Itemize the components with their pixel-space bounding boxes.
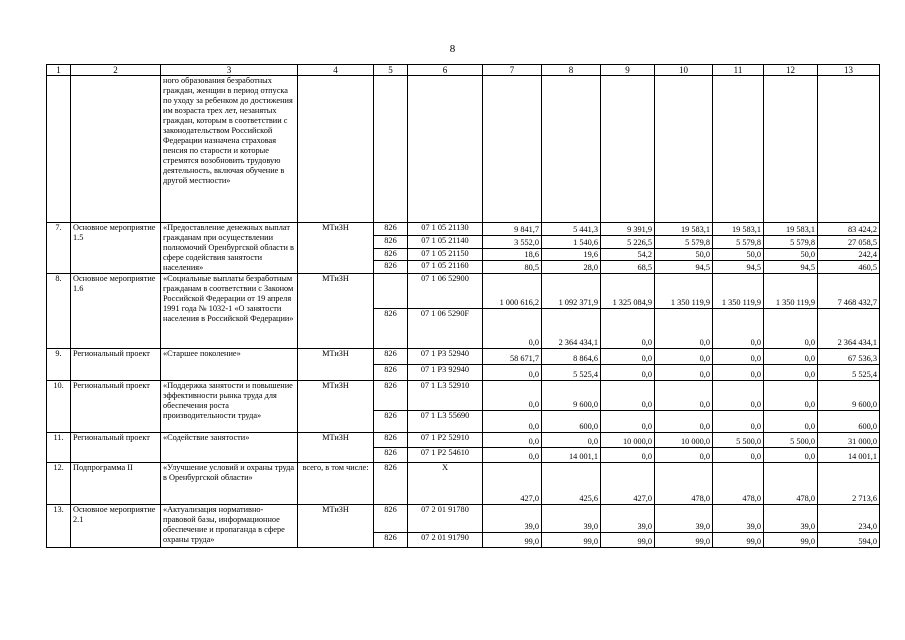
table-row <box>47 505 880 533</box>
year-value: 39,0 <box>655 505 713 533</box>
year-value: 0,0 <box>713 309 764 349</box>
empty-cell <box>764 76 818 223</box>
year-value: 10 000,0 <box>655 433 713 448</box>
budget-code: 07 1 05 21130 <box>408 223 483 236</box>
budget-code: 07 1 P2 54610 <box>408 448 483 463</box>
column-number-1: 1 <box>47 65 71 76</box>
measure-kind: Основное мероприятие 2.1 <box>71 505 161 548</box>
year-value: 0,0 <box>713 365 764 381</box>
total-value: 2 713,6 <box>818 463 880 505</box>
year-value: 427,0 <box>601 463 655 505</box>
budget-code: 07 1 P3 92940 <box>408 365 483 381</box>
year-value: 0,0 <box>483 309 542 349</box>
column-number-7: 7 <box>483 65 542 76</box>
grbs-code: 826 <box>374 223 408 236</box>
column-number-9: 9 <box>601 65 655 76</box>
row-number: 9. <box>47 349 71 381</box>
measure-name: «Предоставление денежных выплат гражданам при осуществлении полномочий Оренбургской области в сфере содействия занятости населения» <box>161 223 298 274</box>
year-value: 94,5 <box>764 261 818 274</box>
row-number: 7. <box>47 223 71 274</box>
total-value: 7 468 432,7 <box>818 274 880 309</box>
total-value: 83 424,2 <box>818 223 880 236</box>
budget-code: 07 1 L3 55690 <box>408 411 483 433</box>
year-value: 425,6 <box>542 463 601 505</box>
row-number: 13. <box>47 505 71 548</box>
grbs-code: 826 <box>374 433 408 448</box>
column-number-12: 12 <box>764 65 818 76</box>
year-value: 80,5 <box>483 261 542 274</box>
budget-code: 07 2 01 91790 <box>408 533 483 548</box>
year-value: 0,0 <box>601 411 655 433</box>
year-value: 0,0 <box>764 309 818 349</box>
year-value: 14 001,1 <box>542 448 601 463</box>
executor: МТиЗН <box>298 505 374 548</box>
page-number: 8 <box>449 43 456 55</box>
year-value: 1 350 119,9 <box>713 274 764 309</box>
grbs-code: 826 <box>374 261 408 274</box>
grbs-code: 826 <box>374 463 408 505</box>
measure-name: «Улучшение условий и охраны труда в Оренбургской области» <box>161 463 298 505</box>
row-number: 12. <box>47 463 71 505</box>
total-value: 460,5 <box>818 261 880 274</box>
total-value: 242,4 <box>818 248 880 261</box>
year-value: 2 364 434,1 <box>542 309 601 349</box>
total-value: 2 364 434,1 <box>818 309 880 349</box>
continuation-text: ного образования безработных граждан, женщин в период отпуска по уходу за ребенком до достижения им возраста трех лет, незанятых граждан, которым в соответствии с законодательством Российской Федерации назначена страховая пенсия по старости и которые стремятся возобновить трудовую деятельность, включая обучение в другой местности» <box>161 76 298 223</box>
empty-cell <box>408 76 483 223</box>
grbs-code: 826 <box>374 533 408 548</box>
total-value: 9 600,0 <box>818 381 880 411</box>
year-value: 0,0 <box>542 433 601 448</box>
grbs-code: 826 <box>374 309 408 349</box>
budget-code: 07 1 06 5290F <box>408 309 483 349</box>
year-value: 5 500,0 <box>764 433 818 448</box>
row-number: 8. <box>47 274 71 349</box>
header-row <box>47 65 880 76</box>
year-value: 39,0 <box>601 505 655 533</box>
year-value: 0,0 <box>764 448 818 463</box>
year-value: 19 583,1 <box>764 223 818 236</box>
column-number-11: 11 <box>713 65 764 76</box>
column-number-10: 10 <box>655 65 713 76</box>
grbs-code: 826 <box>374 381 408 411</box>
measure-name: «Старшее поколение» <box>161 349 298 381</box>
year-value: 0,0 <box>655 349 713 365</box>
year-value: 5 579,8 <box>655 235 713 248</box>
year-value: 427,0 <box>483 463 542 505</box>
year-value: 50,0 <box>764 248 818 261</box>
total-value: 27 058,5 <box>818 235 880 248</box>
year-value: 68,5 <box>601 261 655 274</box>
total-value: 594,0 <box>818 533 880 548</box>
year-value: 0,0 <box>655 365 713 381</box>
year-value: 99,0 <box>483 533 542 548</box>
column-number-2: 2 <box>71 65 161 76</box>
year-value: 58 671,7 <box>483 349 542 365</box>
measure-kind: Основное мероприятие 1.5 <box>71 223 161 274</box>
budget-code: 07 1 05 21140 <box>408 235 483 248</box>
budget-code: Х <box>408 463 483 505</box>
budget-code: 07 2 01 91780 <box>408 505 483 533</box>
year-value: 0,0 <box>601 381 655 411</box>
executor: МТиЗН <box>298 381 374 433</box>
year-value: 0,0 <box>713 349 764 365</box>
year-value: 0,0 <box>764 349 818 365</box>
year-value: 1 325 084,9 <box>601 274 655 309</box>
table-row <box>47 381 880 411</box>
year-value: 10 000,0 <box>601 433 655 448</box>
year-value: 0,0 <box>483 365 542 381</box>
year-value: 99,0 <box>764 533 818 548</box>
column-number-4: 4 <box>298 65 374 76</box>
year-value: 9 600,0 <box>542 381 601 411</box>
budget-code: 07 1 06 52900 <box>408 274 483 309</box>
year-value: 478,0 <box>764 463 818 505</box>
empty-cell <box>818 76 880 223</box>
year-value: 0,0 <box>483 433 542 448</box>
empty-cell <box>374 76 408 223</box>
program-funding-table <box>46 64 880 548</box>
year-value: 0,0 <box>483 381 542 411</box>
empty-cell <box>601 76 655 223</box>
year-value: 8 864,6 <box>542 349 601 365</box>
year-value: 39,0 <box>764 505 818 533</box>
year-value: 99,0 <box>601 533 655 548</box>
empty-cell <box>298 76 374 223</box>
year-value: 0,0 <box>601 448 655 463</box>
grbs-code: 826 <box>374 411 408 433</box>
measure-kind: Региональный проект <box>71 433 161 463</box>
grbs-code: 826 <box>374 235 408 248</box>
total-value: 31 000,0 <box>818 433 880 448</box>
year-value: 1 540,6 <box>542 235 601 248</box>
column-number-8: 8 <box>542 65 601 76</box>
year-value: 39,0 <box>713 505 764 533</box>
year-value: 0,0 <box>655 448 713 463</box>
empty-cell <box>655 76 713 223</box>
year-value: 19,6 <box>542 248 601 261</box>
measure-name: «Социальные выплаты безработным гражданам в соответствии с Законом Российской Федерации от 19 апреля 1991 года № 1032-1 «О занятости населения в Российской Федерации» <box>161 274 298 349</box>
year-value: 0,0 <box>764 381 818 411</box>
year-value: 1 350 119,9 <box>655 274 713 309</box>
grbs-code: 826 <box>374 349 408 365</box>
year-value: 39,0 <box>483 505 542 533</box>
executor: МТиЗН <box>298 433 374 463</box>
year-value: 0,0 <box>713 448 764 463</box>
table-row <box>47 223 880 236</box>
year-value: 9 841,7 <box>483 223 542 236</box>
executor: МТиЗН <box>298 223 374 274</box>
budget-code: 07 1 P3 52940 <box>408 349 483 365</box>
executor: МТиЗН <box>298 349 374 381</box>
grbs-code <box>374 274 408 309</box>
measure-kind: Региональный проект <box>71 349 161 381</box>
budget-code: 07 1 P2 52910 <box>408 433 483 448</box>
year-value: 0,0 <box>601 365 655 381</box>
year-value: 478,0 <box>655 463 713 505</box>
year-value: 0,0 <box>713 411 764 433</box>
year-value: 99,0 <box>655 533 713 548</box>
year-value: 28,0 <box>542 261 601 274</box>
year-value: 50,0 <box>655 248 713 261</box>
grbs-code: 826 <box>374 505 408 533</box>
measure-name: «Поддержка занятости и повышение эффективности рынка труда для обеспечения роста производительности труда» <box>161 381 298 433</box>
year-value: 5 226,5 <box>601 235 655 248</box>
year-value: 0,0 <box>655 381 713 411</box>
year-value: 5 441,3 <box>542 223 601 236</box>
table-row <box>47 349 880 365</box>
budget-code: 07 1 05 21160 <box>408 261 483 274</box>
grbs-code: 826 <box>374 448 408 463</box>
year-value: 94,5 <box>713 261 764 274</box>
continuation-row <box>47 76 880 223</box>
year-value: 0,0 <box>764 365 818 381</box>
grbs-code: 826 <box>374 248 408 261</box>
total-value: 14 001,1 <box>818 448 880 463</box>
measure-kind: Региональный проект <box>71 381 161 433</box>
column-number-5: 5 <box>374 65 408 76</box>
table-row <box>47 463 880 505</box>
column-number-13: 13 <box>818 65 880 76</box>
total-value: 67 536,3 <box>818 349 880 365</box>
executor: всего, в том числе: <box>298 463 374 505</box>
year-value: 600,0 <box>542 411 601 433</box>
column-number-3: 3 <box>161 65 298 76</box>
table-row <box>47 274 880 309</box>
year-value: 0,0 <box>601 309 655 349</box>
year-value: 5 500,0 <box>713 433 764 448</box>
year-value: 5 579,8 <box>713 235 764 248</box>
measure-name: «Содействие занятости» <box>161 433 298 463</box>
year-value: 0,0 <box>764 411 818 433</box>
budget-code: 07 1 05 21150 <box>408 248 483 261</box>
total-value: 600,0 <box>818 411 880 433</box>
year-value: 5 579,8 <box>764 235 818 248</box>
row-number: 11. <box>47 433 71 463</box>
year-value: 0,0 <box>483 448 542 463</box>
empty-cell <box>713 76 764 223</box>
column-number-6: 6 <box>408 65 483 76</box>
empty-cell <box>47 76 71 223</box>
year-value: 19 583,1 <box>713 223 764 236</box>
year-value: 18,6 <box>483 248 542 261</box>
year-value: 5 525,4 <box>542 365 601 381</box>
year-value: 9 391,9 <box>601 223 655 236</box>
total-value: 234,0 <box>818 505 880 533</box>
measure-kind: Основное мероприятие 1.6 <box>71 274 161 349</box>
year-value: 1 350 119,9 <box>764 274 818 309</box>
year-value: 0,0 <box>655 411 713 433</box>
year-value: 0,0 <box>601 349 655 365</box>
budget-code: 07 1 L3 52910 <box>408 381 483 411</box>
row-number: 10. <box>47 381 71 433</box>
year-value: 0,0 <box>713 381 764 411</box>
empty-cell <box>483 76 542 223</box>
table-row <box>47 433 880 448</box>
year-value: 1 092 371,9 <box>542 274 601 309</box>
year-value: 39,0 <box>542 505 601 533</box>
measure-kind: Подпрограмма II <box>71 463 161 505</box>
empty-cell <box>542 76 601 223</box>
year-value: 54,2 <box>601 248 655 261</box>
year-value: 478,0 <box>713 463 764 505</box>
year-value: 19 583,1 <box>655 223 713 236</box>
year-value: 0,0 <box>655 309 713 349</box>
year-value: 50,0 <box>713 248 764 261</box>
year-value: 1 000 616,2 <box>483 274 542 309</box>
year-value: 0,0 <box>483 411 542 433</box>
grbs-code: 826 <box>374 365 408 381</box>
year-value: 99,0 <box>713 533 764 548</box>
empty-cell <box>71 76 161 223</box>
year-value: 99,0 <box>542 533 601 548</box>
executor: МТиЗН <box>298 274 374 349</box>
year-value: 94,5 <box>655 261 713 274</box>
total-value: 5 525,4 <box>818 365 880 381</box>
measure-name: «Актуализация нормативно-правовой базы, информационное обеспечение и пропаганда в сфере охраны труда» <box>161 505 298 548</box>
year-value: 3 552,0 <box>483 235 542 248</box>
